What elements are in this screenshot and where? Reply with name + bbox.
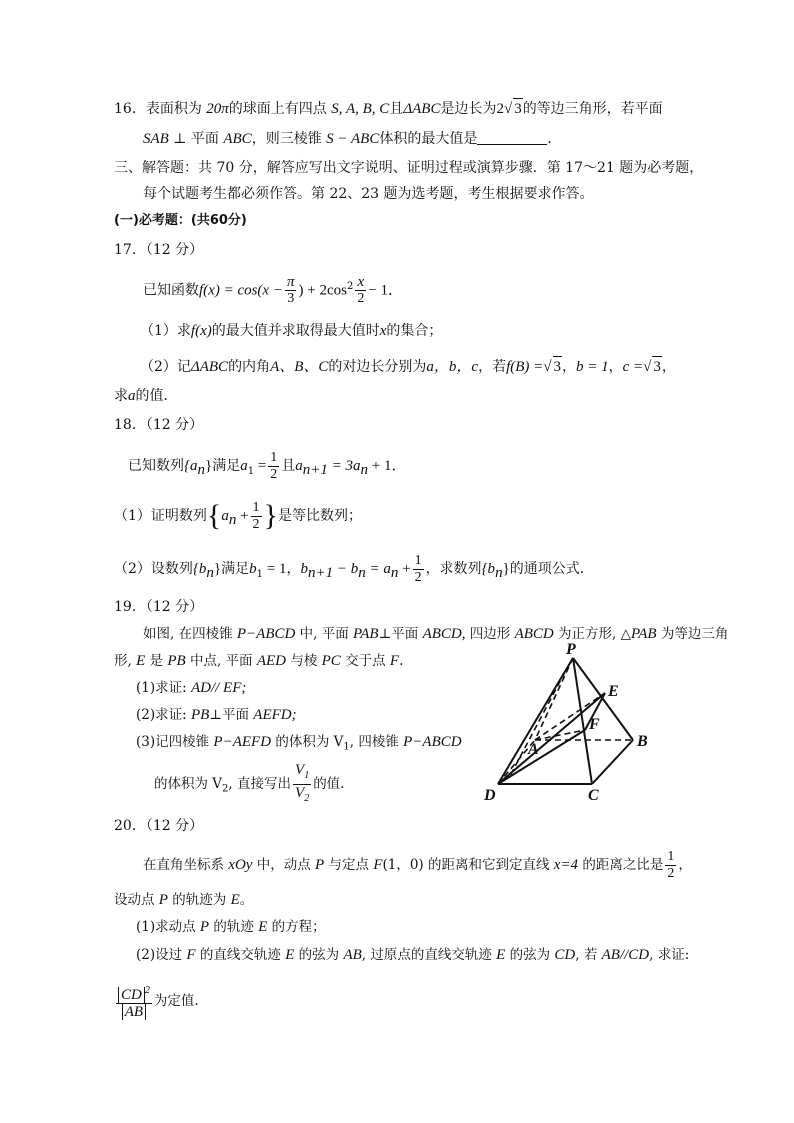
q17-header: 17．（12 分） bbox=[114, 242, 204, 258]
pyramid-figure bbox=[470, 640, 670, 810]
q20-part1: (1)求动点 P 的轨迹 E 的方程； bbox=[136, 919, 326, 935]
q16-line1: 16．表面积为 20π的球面上有四点 S, A, B, C且ΔABC是边长为2√ 3的等边三角形，若平面 bbox=[114, 98, 663, 119]
q20-part2: (2)设过 F 的直线交轨迹 E 的弦为 AB, 过原点的直线交轨迹 E 的弦为 CD, 若 AB//CD, 求证: bbox=[136, 947, 690, 963]
q18-statement: 已知数列$\{a_n\}$满足$a_1$ = $\frac{1}{2}$ 且$a_{n+1} = 3a_n + 1$． bbox=[128, 449, 407, 482]
edge-PB bbox=[573, 658, 633, 740]
label-E: E bbox=[608, 683, 619, 700]
label-D: D bbox=[484, 787, 496, 804]
q19-part1: (1)求证: AD// EF; bbox=[136, 680, 247, 696]
edge-CB bbox=[592, 740, 633, 784]
label-P: P bbox=[566, 641, 576, 658]
answer-blank bbox=[477, 130, 547, 145]
q19-part3-cont: 的体积为 $V_2$, 直接写出 $\frac{V_1}{V_2}$ 的值. bbox=[154, 762, 345, 804]
section3-line1: 三、解答题：共 70 分，解答应写出文字说明、证明过程或演算步骤．第 17～21 题为必考题， bbox=[114, 160, 704, 176]
q20-line2: 设动点 P 的轨迹为 E。 bbox=[114, 892, 254, 908]
label-F: F bbox=[589, 716, 600, 733]
q20-header: 20．（12 分） bbox=[114, 818, 204, 834]
label-C: C bbox=[588, 787, 599, 804]
q19-part3: (3)记四棱锥 P−AEFD 的体积为 $V_1$, 四棱锥 P−ABCD bbox=[136, 734, 462, 753]
q19-part2: (2)求证: PB⊥平面 AEFD; bbox=[136, 707, 297, 723]
q17-part1: （1）求f(x)的最大值并求取得最大值时x的集合； bbox=[140, 323, 443, 339]
q16-line2: SAB ⊥ 平面 ABC，则三棱锥 S − ABC体积的最大值是 ． bbox=[143, 131, 562, 147]
q19-line1: 如图, 在四棱锥 P−ABCD 中, 平面 PAB⊥平面 ABCD, 四边形 ABCD 为正方形, △PAB 为等边三角 bbox=[143, 626, 729, 642]
section3-line2: 每个试题考生都必须作答。第 22、23 题为选考题，考生根据要求作答。 bbox=[143, 186, 594, 202]
section-subheading: (一)必考题：(共60分) bbox=[114, 213, 247, 228]
q18-part2: （2）设数列$\{b_n\}$满足$b_1 = 1$，$b_{n+1} - b_n = a_n$ + $\frac{1}{2}$ ，求数列$\{b_n\}$的通项公式． bbox=[114, 552, 594, 585]
q20-line1: 在直角坐标系 xOy 中，动点 P 与定点 F(1，0) 的距离和它到定直线 x=4 的距离之比是 $\frac{1}{2}$ ， bbox=[143, 849, 692, 881]
q17-function: 已知函数f(x) = cos(x − $\frac{\pi}{3}$ ) + $2\cos^2$ $\frac{x}{2}$ − 1． bbox=[143, 274, 404, 307]
edge-DF bbox=[498, 730, 585, 784]
label-A: A bbox=[528, 741, 539, 758]
q17-part2-cont: 求a的值． bbox=[114, 388, 178, 404]
q20-fraction-line: $\frac{CD ^2}{AB}$ 为定值. bbox=[114, 976, 199, 1026]
q17-part2: （2）记ΔABC的内角A、B、C的对边长分别为a，b，c，若f(B) =√ 3，b = 1，c =√ 3， bbox=[140, 356, 676, 377]
q18-part1: （1）证明数列{$a_n$ + $\frac{1}{2}$ }是等比数列； bbox=[114, 499, 362, 532]
label-B: B bbox=[637, 733, 648, 750]
q18-header: 18．（12 分） bbox=[114, 417, 204, 433]
q19-line2: 形, E 是 PB 中点, 平面 AED 与棱 PC 交于点 F. bbox=[114, 653, 404, 669]
q19-header: 19．（12 分） bbox=[114, 599, 204, 615]
